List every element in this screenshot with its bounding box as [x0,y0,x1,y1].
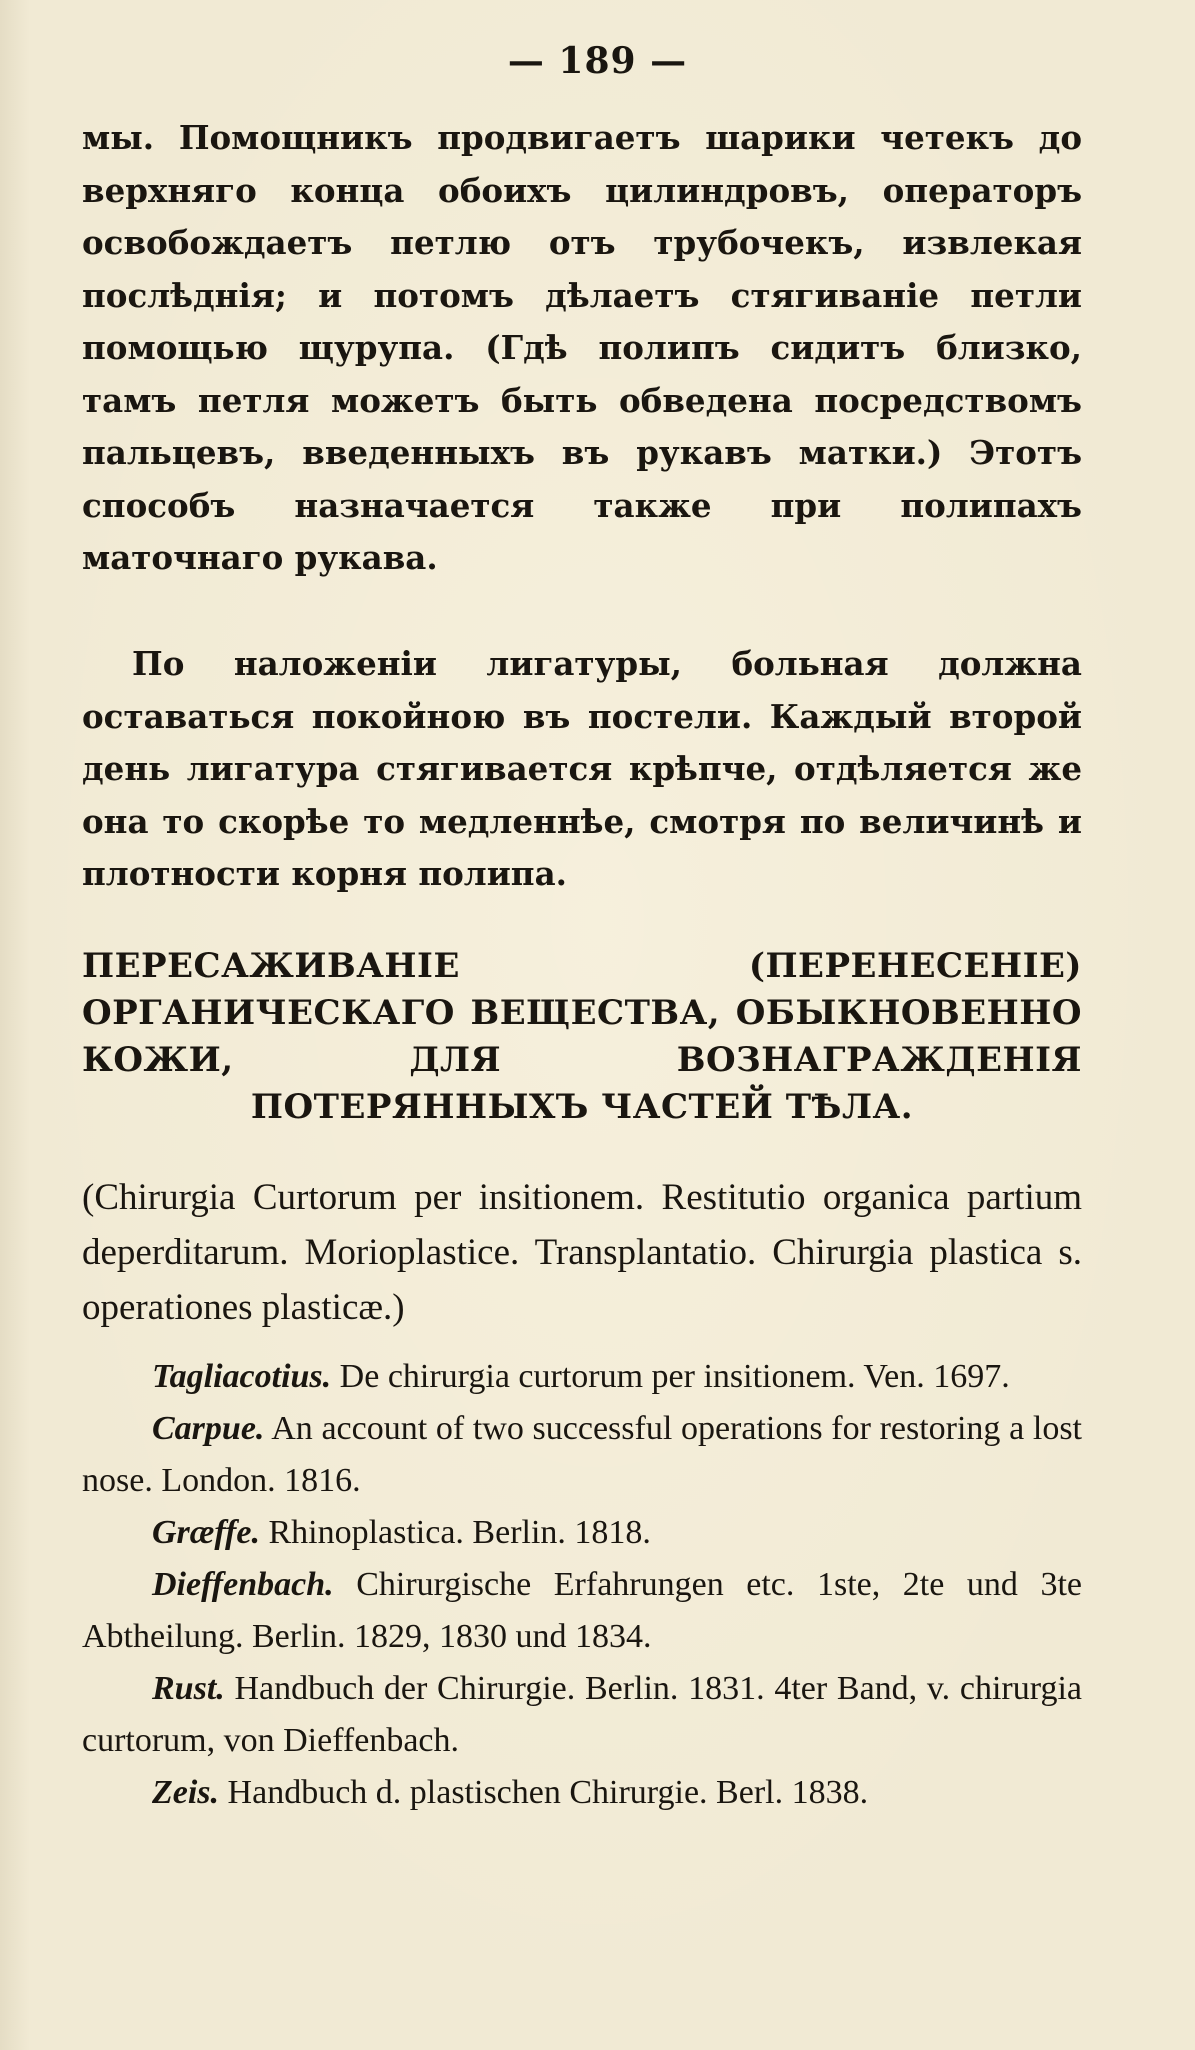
paragraph-block-2 [82,638,1082,901]
paragraph-continuation: мы. Помощникъ продвигаетъ шарики четекъ до верхняго конца обоихъ цилиндровъ, операторъ освобождаетъ петлю отъ трубочекъ, извлекая послѣднія; и потомъ дѣлаетъ стягиваніе петли помощью щурупа. (Гдѣ полипъ сидитъ близко, тамъ петля можетъ быть обведена посредствомъ пальцевъ, введенныхъ въ рукавъ матки.) Этотъ способъ назначается также при полипахъ маточнаго рукава. [82,118,1082,577]
main-text-block [82,112,1082,585]
reference-item [82,1663,1082,1767]
reference-text: Handbuch d. plastischen Chirurgie. Berl. 1838. [227,1774,869,1811]
reference-author: Zeis. [152,1774,220,1811]
reference-author: Græffe. [152,1514,260,1551]
latin-subtitle: (Chirurgia Curtorum per insitionem. Restitutio organica partium deperditarum. Morioplastice. Transplantatio. Chirurgia plastica s. operationes plasticæ.) [82,1177,1082,1328]
reference-author: Dieffenbach. [152,1566,334,1603]
reference-item [82,1403,1082,1507]
latin-subtitle-block [82,1170,1082,1335]
reference-text: Handbuch der Chirurgie. Berlin. 1831. 4ter Band, v. chirurgia curtorum, von Dieffenbach. [82,1670,1082,1759]
page-number: — 189 — [507,40,688,82]
reference-text: Chirurgische Erfahrungen etc. 1ste, 2te und 3te Abtheilung. Berlin. 1829, 1830 und 1834. [82,1566,1083,1655]
reference-item [82,1351,1082,1403]
reference-text: An account of two successful operations for restoring a lost nose. London. 1816. [82,1410,1083,1499]
reference-author: Tagliacotius. [152,1358,332,1395]
section-heading: ПЕРЕСАЖИВАНІЕ (ПЕРЕНЕСЕНІЕ) ОРГАНИЧЕСКАГО ВЕЩЕСТВА, ОБЫКНОВЕННО КОЖИ, ДЛЯ ВОЗНАГРАЖДЕНІЯ ПОТЕРЯННЫХЪ ЧАСТЕЙ ТѢЛА. [82,946,1082,1127]
reference-item [82,1767,1082,1819]
section-heading-block [82,943,1082,1131]
reference-item [82,1559,1082,1663]
references-list [82,1351,1082,1819]
reference-text: De chirurgia curtorum per insitionem. Ven. 1697. [339,1358,1010,1395]
reference-item [82,1507,1082,1559]
paragraph-ligature: По наложеніи лигатуры, больная должна оставаться покойною въ постели. Каждый второй день лигатура стягивается крѣпче, отдѣляется же она то скорѣе то медленнѣе, смотря по величинѣ и плотности корня полипа. [82,644,1082,893]
reference-author: Rust. [152,1670,225,1707]
reference-author: Carpue. [152,1410,265,1447]
reference-text: Rhinoplastica. Berlin. 1818. [268,1514,651,1551]
